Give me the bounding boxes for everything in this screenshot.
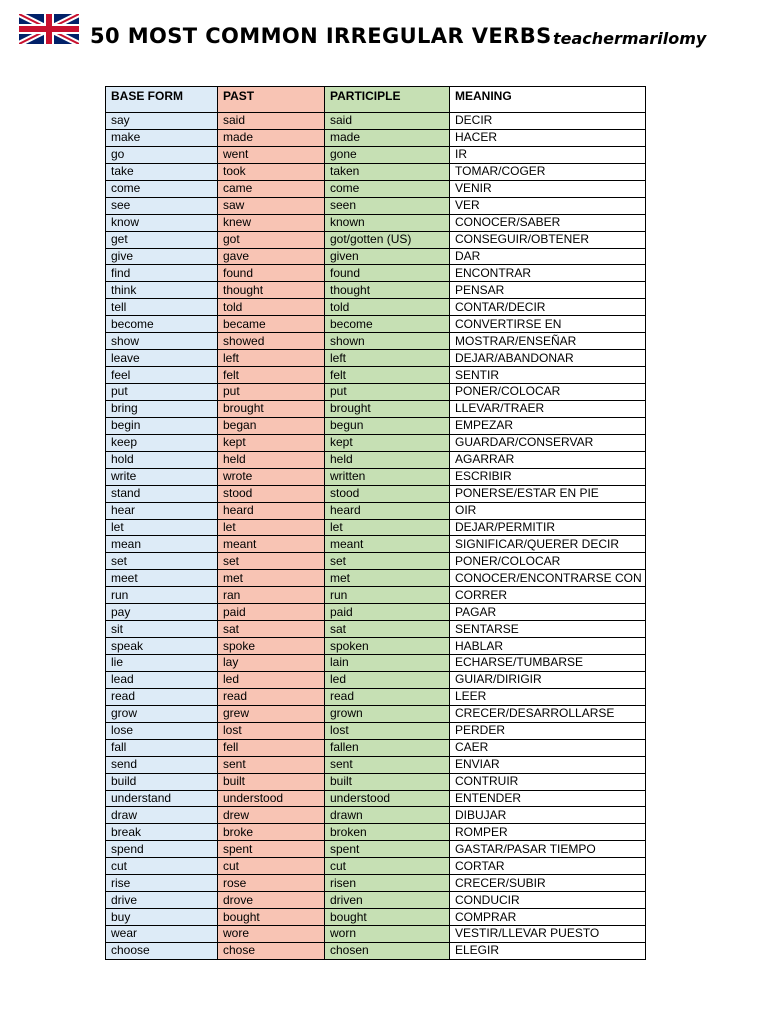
base-form-cell: come	[106, 180, 218, 197]
table-row	[106, 841, 646, 858]
meaning-cell: SENTIR	[450, 367, 646, 384]
base-form-cell: hold	[106, 451, 218, 468]
past-cell: spoke	[218, 638, 325, 655]
base-form-cell: give	[106, 248, 218, 265]
table-row	[106, 909, 646, 926]
base-form-cell: sit	[106, 621, 218, 638]
table-row	[106, 214, 646, 231]
base-form-cell: meet	[106, 570, 218, 587]
meaning-cell: SENTARSE	[450, 621, 646, 638]
participle-cell: told	[325, 299, 450, 316]
meaning-cell: HABLAR	[450, 638, 646, 655]
meaning-cell: CONTRUIR	[450, 773, 646, 790]
past-cell: felt	[218, 367, 325, 384]
past-cell: paid	[218, 604, 325, 621]
irregular-verbs-table	[105, 86, 646, 960]
meaning-cell: ESCRIBIR	[450, 468, 646, 485]
table-row	[106, 942, 646, 959]
table-row	[106, 570, 646, 587]
header-base-form: BASE FORM	[106, 87, 218, 113]
participle-cell: run	[325, 587, 450, 604]
meaning-cell: IR	[450, 146, 646, 163]
table-row	[106, 146, 646, 163]
table-row	[106, 536, 646, 553]
participle-cell: thought	[325, 282, 450, 299]
table-header-row	[106, 87, 646, 113]
meaning-cell: GUARDAR/CONSERVAR	[450, 434, 646, 451]
participle-cell: let	[325, 519, 450, 536]
meaning-cell: ECHARSE/TUMBARSE	[450, 655, 646, 672]
base-form-cell: hear	[106, 502, 218, 519]
meaning-cell: OIR	[450, 502, 646, 519]
meaning-cell: PONER/COLOCAR	[450, 553, 646, 570]
past-cell: thought	[218, 282, 325, 299]
table-row	[106, 892, 646, 909]
table-row	[106, 434, 646, 451]
past-cell: understood	[218, 790, 325, 807]
base-form-cell: pay	[106, 604, 218, 621]
participle-cell: paid	[325, 604, 450, 621]
base-form-cell: lose	[106, 722, 218, 739]
header-past: PAST	[218, 87, 325, 113]
base-form-cell: mean	[106, 536, 218, 553]
table-row	[106, 604, 646, 621]
uk-flag-icon	[19, 14, 79, 44]
participle-cell: sent	[325, 756, 450, 773]
table-row	[106, 299, 646, 316]
past-cell: chose	[218, 942, 325, 959]
meaning-cell: CORRER	[450, 587, 646, 604]
table-row	[106, 621, 646, 638]
table-row	[106, 671, 646, 688]
base-form-cell: go	[106, 146, 218, 163]
past-cell: set	[218, 553, 325, 570]
base-form-cell: make	[106, 129, 218, 146]
meaning-cell: LEER	[450, 688, 646, 705]
past-cell: left	[218, 350, 325, 367]
participle-cell: worn	[325, 926, 450, 943]
participle-cell: spent	[325, 841, 450, 858]
base-form-cell: cut	[106, 858, 218, 875]
past-cell: led	[218, 671, 325, 688]
table-row	[106, 824, 646, 841]
past-cell: cut	[218, 858, 325, 875]
table-row	[106, 875, 646, 892]
participle-cell: meant	[325, 536, 450, 553]
past-cell: knew	[218, 214, 325, 231]
base-form-cell: spend	[106, 841, 218, 858]
table-row	[106, 231, 646, 248]
meaning-cell: CONDUCIR	[450, 892, 646, 909]
base-form-cell: build	[106, 773, 218, 790]
past-cell: held	[218, 451, 325, 468]
participle-cell: met	[325, 570, 450, 587]
base-form-cell: become	[106, 316, 218, 333]
participle-cell: known	[325, 214, 450, 231]
table-row	[106, 417, 646, 434]
table-row	[106, 807, 646, 824]
participle-cell: drawn	[325, 807, 450, 824]
participle-cell: read	[325, 688, 450, 705]
past-cell: drove	[218, 892, 325, 909]
participle-cell: seen	[325, 197, 450, 214]
past-cell: put	[218, 384, 325, 401]
meaning-cell: VER	[450, 197, 646, 214]
past-cell: began	[218, 417, 325, 434]
base-form-cell: know	[106, 214, 218, 231]
past-cell: said	[218, 113, 325, 130]
base-form-cell: say	[106, 113, 218, 130]
table-row	[106, 688, 646, 705]
table-row	[106, 248, 646, 265]
meaning-cell: CONOCER/ENCONTRARSE CON	[450, 570, 646, 587]
table-row	[106, 384, 646, 401]
page-title: 50 MOST COMMON IRREGULAR VERBS	[90, 24, 552, 48]
participle-cell: broken	[325, 824, 450, 841]
table-row	[106, 265, 646, 282]
base-form-cell: keep	[106, 434, 218, 451]
meaning-cell: CONOCER/SABER	[450, 214, 646, 231]
participle-cell: understood	[325, 790, 450, 807]
table-row	[106, 163, 646, 180]
base-form-cell: find	[106, 265, 218, 282]
past-cell: grew	[218, 705, 325, 722]
participle-cell: built	[325, 773, 450, 790]
past-cell: sat	[218, 621, 325, 638]
meaning-cell: PAGAR	[450, 604, 646, 621]
past-cell: fell	[218, 739, 325, 756]
participle-cell: said	[325, 113, 450, 130]
meaning-cell: DEJAR/PERMITIR	[450, 519, 646, 536]
participle-cell: gone	[325, 146, 450, 163]
past-cell: built	[218, 773, 325, 790]
base-form-cell: let	[106, 519, 218, 536]
base-form-cell: fall	[106, 739, 218, 756]
table-row	[106, 197, 646, 214]
past-cell: told	[218, 299, 325, 316]
past-cell: took	[218, 163, 325, 180]
table-row	[106, 756, 646, 773]
past-cell: lay	[218, 655, 325, 672]
base-form-cell: bring	[106, 400, 218, 417]
meaning-cell: ENCONTRAR	[450, 265, 646, 282]
table-row	[106, 773, 646, 790]
participle-cell: risen	[325, 875, 450, 892]
base-form-cell: begin	[106, 417, 218, 434]
participle-cell: left	[325, 350, 450, 367]
meaning-cell: CORTAR	[450, 858, 646, 875]
past-cell: found	[218, 265, 325, 282]
participle-cell: come	[325, 180, 450, 197]
base-form-cell: tell	[106, 299, 218, 316]
meaning-cell: COMPRAR	[450, 909, 646, 926]
participle-cell: kept	[325, 434, 450, 451]
table-row	[106, 180, 646, 197]
base-form-cell: leave	[106, 350, 218, 367]
past-cell: meant	[218, 536, 325, 553]
table-row	[106, 282, 646, 299]
table-row	[106, 113, 646, 130]
participle-cell: lost	[325, 722, 450, 739]
table-row	[106, 638, 646, 655]
participle-cell: chosen	[325, 942, 450, 959]
meaning-cell: AGARRAR	[450, 451, 646, 468]
participle-cell: bought	[325, 909, 450, 926]
meaning-cell: GASTAR/PASAR TIEMPO	[450, 841, 646, 858]
past-cell: kept	[218, 434, 325, 451]
past-cell: let	[218, 519, 325, 536]
table-row	[106, 705, 646, 722]
past-cell: brought	[218, 400, 325, 417]
table-row	[106, 722, 646, 739]
meaning-cell: CONSEGUIR/OBTENER	[450, 231, 646, 248]
past-cell: rose	[218, 875, 325, 892]
participle-cell: become	[325, 316, 450, 333]
table-row	[106, 790, 646, 807]
participle-cell: stood	[325, 485, 450, 502]
meaning-cell: SIGNIFICAR/QUERER DECIR	[450, 536, 646, 553]
participle-cell: heard	[325, 502, 450, 519]
participle-cell: given	[325, 248, 450, 265]
participle-cell: shown	[325, 333, 450, 350]
table-row	[106, 519, 646, 536]
meaning-cell: TOMAR/COGER	[450, 163, 646, 180]
table-row	[106, 400, 646, 417]
participle-cell: cut	[325, 858, 450, 875]
meaning-cell: CRECER/DESARROLLARSE	[450, 705, 646, 722]
past-cell: became	[218, 316, 325, 333]
meaning-cell: CONTAR/DECIR	[450, 299, 646, 316]
meaning-cell: CAER	[450, 739, 646, 756]
participle-cell: set	[325, 553, 450, 570]
meaning-cell: PENSAR	[450, 282, 646, 299]
meaning-cell: HACER	[450, 129, 646, 146]
base-form-cell: read	[106, 688, 218, 705]
table-row	[106, 367, 646, 384]
table-row	[106, 858, 646, 875]
past-cell: got	[218, 231, 325, 248]
meaning-cell: VESTIR/LLEVAR PUESTO	[450, 926, 646, 943]
table-row	[106, 553, 646, 570]
table-row	[106, 468, 646, 485]
meaning-cell: DAR	[450, 248, 646, 265]
table-row	[106, 926, 646, 943]
past-cell: gave	[218, 248, 325, 265]
past-cell: showed	[218, 333, 325, 350]
participle-cell: sat	[325, 621, 450, 638]
participle-cell: got/gotten (US)	[325, 231, 450, 248]
table-row	[106, 485, 646, 502]
meaning-cell: DECIR	[450, 113, 646, 130]
table-row	[106, 587, 646, 604]
meaning-cell: ROMPER	[450, 824, 646, 841]
past-cell: read	[218, 688, 325, 705]
participle-cell: found	[325, 265, 450, 282]
participle-cell: taken	[325, 163, 450, 180]
past-cell: drew	[218, 807, 325, 824]
table-row	[106, 502, 646, 519]
participle-cell: led	[325, 671, 450, 688]
past-cell: saw	[218, 197, 325, 214]
past-cell: stood	[218, 485, 325, 502]
past-cell: lost	[218, 722, 325, 739]
table-row	[106, 739, 646, 756]
table-row	[106, 451, 646, 468]
participle-cell: made	[325, 129, 450, 146]
base-form-cell: choose	[106, 942, 218, 959]
table-row	[106, 655, 646, 672]
past-cell: spent	[218, 841, 325, 858]
base-form-cell: run	[106, 587, 218, 604]
base-form-cell: rise	[106, 875, 218, 892]
meaning-cell: CRECER/SUBIR	[450, 875, 646, 892]
base-form-cell: break	[106, 824, 218, 841]
past-cell: broke	[218, 824, 325, 841]
participle-cell: begun	[325, 417, 450, 434]
base-form-cell: send	[106, 756, 218, 773]
meaning-cell: PONERSE/ESTAR EN PIE	[450, 485, 646, 502]
base-form-cell: get	[106, 231, 218, 248]
base-form-cell: take	[106, 163, 218, 180]
past-cell: went	[218, 146, 325, 163]
base-form-cell: write	[106, 468, 218, 485]
base-form-cell: lead	[106, 671, 218, 688]
meaning-cell: LLEVAR/TRAER	[450, 400, 646, 417]
table-row	[106, 350, 646, 367]
base-form-cell: put	[106, 384, 218, 401]
base-form-cell: lie	[106, 655, 218, 672]
participle-cell: spoken	[325, 638, 450, 655]
past-cell: sent	[218, 756, 325, 773]
meaning-cell: EMPEZAR	[450, 417, 646, 434]
participle-cell: brought	[325, 400, 450, 417]
past-cell: came	[218, 180, 325, 197]
base-form-cell: drive	[106, 892, 218, 909]
participle-cell: driven	[325, 892, 450, 909]
participle-cell: fallen	[325, 739, 450, 756]
table-row	[106, 316, 646, 333]
base-form-cell: speak	[106, 638, 218, 655]
base-form-cell: draw	[106, 807, 218, 824]
base-form-cell: think	[106, 282, 218, 299]
participle-cell: grown	[325, 705, 450, 722]
base-form-cell: show	[106, 333, 218, 350]
participle-cell: felt	[325, 367, 450, 384]
meaning-cell: PONER/COLOCAR	[450, 384, 646, 401]
base-form-cell: wear	[106, 926, 218, 943]
base-form-cell: see	[106, 197, 218, 214]
meaning-cell: DIBUJAR	[450, 807, 646, 824]
participle-cell: written	[325, 468, 450, 485]
meaning-cell: ELEGIR	[450, 942, 646, 959]
meaning-cell: CONVERTIRSE EN	[450, 316, 646, 333]
meaning-cell: VENIR	[450, 180, 646, 197]
meaning-cell: DEJAR/ABANDONAR	[450, 350, 646, 367]
header-meaning: MEANING	[450, 87, 646, 113]
past-cell: wore	[218, 926, 325, 943]
author-brand: teachermarilomy	[553, 29, 707, 48]
participle-cell: held	[325, 451, 450, 468]
meaning-cell: GUIAR/DIRIGIR	[450, 671, 646, 688]
base-form-cell: grow	[106, 705, 218, 722]
base-form-cell: buy	[106, 909, 218, 926]
table-row	[106, 333, 646, 350]
meaning-cell: PERDER	[450, 722, 646, 739]
past-cell: made	[218, 129, 325, 146]
base-form-cell: stand	[106, 485, 218, 502]
base-form-cell: set	[106, 553, 218, 570]
past-cell: met	[218, 570, 325, 587]
table-row	[106, 129, 646, 146]
past-cell: wrote	[218, 468, 325, 485]
meaning-cell: ENVIAR	[450, 756, 646, 773]
base-form-cell: feel	[106, 367, 218, 384]
participle-cell: put	[325, 384, 450, 401]
participle-cell: lain	[325, 655, 450, 672]
past-cell: heard	[218, 502, 325, 519]
meaning-cell: MOSTRAR/ENSEÑAR	[450, 333, 646, 350]
header-participle: PARTICIPLE	[325, 87, 450, 113]
meaning-cell: ENTENDER	[450, 790, 646, 807]
base-form-cell: understand	[106, 790, 218, 807]
past-cell: bought	[218, 909, 325, 926]
past-cell: ran	[218, 587, 325, 604]
